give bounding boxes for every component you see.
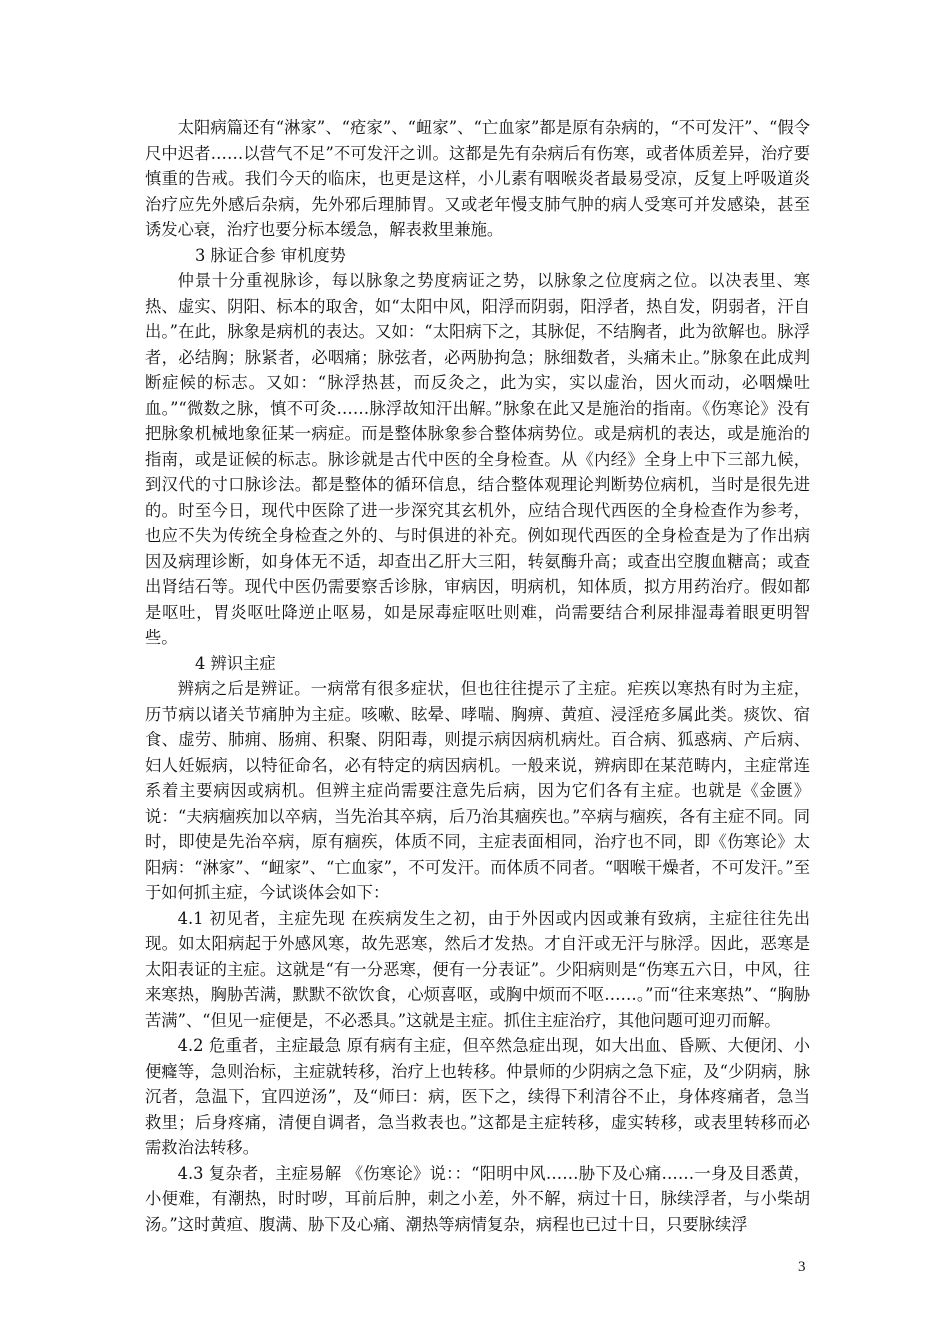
paragraph-4-1: 4.1 初见者，主症先现 在疾病发生之初，由于外因或内因或兼有致病，主症往往先出现。如太阳病起于外感风寒，故先恶寒，然后才发热。才自汗或无汗与脉浮。因此，恶寒是太阳表证的主症。这就是“有一分恶寒，便有一分表证”。少阳病则是“伤寒五六日，中风，往来寒热，胸胁苦满，默默不欲饮食，心烦喜呕，或胸中烦而不呕……。”而“往来寒热”、“胸胁苦满”、“但见一症便是，不必悉具。”这就是主症。抓住主症治疗，其他问题可迎刃而解。 [145,908,810,1030]
section-heading-4: 4 辨识主症 [195,653,276,673]
paragraph-4-2: 4.2 危重者，主症最急 原有病有主症，但卒然急症出现，如大出血、昏厥、大便闭、小便癃等，急则治标，主症就转移，治疗上也转移。仲景师的少阴病之急下症，及“少阴病，脉沉者，急温下，宜四逆汤”，及“师曰：病，医下之，续得下利清谷不止，身体疼痛者，急当救里；后身疼痛，清便自调者，急当救表也。”这都是主症转移，虚实转移，或表里转移而必需救治法转移。 [145,1036,810,1157]
paragraph-2: 仲景十分重视脉诊，每以脉象之势度病证之势，以脉象之位度病之位。以决表里、寒热、虚实、阴阳、标本的取舍，如“太阳中风，阳浮而阴弱，阳浮者，热自发，阴弱者，汗自出。”在此，脉象是病机的表达。又如：“太阳病下之，其脉促，不结胸者，此为欲解也。脉浮者，必结胸；脉紧者，必咽痛；脉弦者，必两胁拘急；脉细数者，头痛未止。”脉象在此成判断症候的标志。又如：“脉浮热甚，而反灸之，此为实，实以虚治，因火而动，必咽燥吐血。”“微数之脉，慎不可灸……脉浮故知汗出解。”脉象在此又是施治的指南。《伤寒论》没有把脉象机械地象征某一病症。而是整体脉象参合整体病势位。或是病机的表达，或是施治的指南，或是证候的标志。脉诊就是古代中医的全身检查。从《内经》全身上中下三部九候，到汉代的寸口脉诊法。都是整体的循环信息，结合整体观理论判断势位病机，当时是很先进的。时至今日，现代中医除了进一步深究其玄机外，应结合现代西医的全身检查作为参考，也应不失为传统全身检查之外的、与时俱进的补充。例如现代西医的全身检查是为了作出病因及病理诊断，如身体无不适，却查出乙肝大三阳，转氨酶升高；或查出空腹血糖高；或查出肾结石等。现代中医仍需要察舌诊脉，审病因，明病机，知体质，拟方用药治疗。假如都是呕吐，胃炎呕吐降逆止呕易，如是尿毒症呕吐则难，尚需要结合利尿排湿毒着眼更明智些。 [145,271,810,647]
section-heading-3: 3 脉证合参 审机度势 [195,245,346,265]
paragraph-4-3: 4.3 复杂者，主症易解 《伤寒论》说：：“阳明中风……胁下及心痛……一身及目悉黄，小便难，有潮热，时时哕，耳前后肿，刺之小差，外不解，病过十日，脉续浮者，与小柴胡汤。”这时黄疸、腹满、胁下及心痛、潮热等病情复杂，病程也已过十日，只要脉续浮 [145,1163,810,1234]
paragraph-3: 辨病之后是辨证。一病常有很多症状，但也往往提示了主症。疟疾以寒热有时为主症，历节病以诸关节痛肿为主症。咳嗽、眩晕、哮喘、胸痹、黄疸、浸淫疮多属此类。痰饮、宿食、虚劳、肺痈、肠痈、积聚、阴阳毒，则提示病因病机病灶。百合病、狐惑病、产后病、妇人妊娠病，以特征命名，必有特定的病因病机。一般来说，辨病即在某范畴内，主症常连系着主要病因或病机。但辨主症尚需要注意先后病，因为它们各有主症。也就是《金匮》说：“夫病痼疾加以卒病，当先治其卒病，后乃治其痼疾也。”卒病与痼疾，各有主症不同。同时，即使是先治卒病，原有痼疾，体质不同，主症表面相同，治疗也不同，即《伤寒论》太阳病：“淋家”、“衄家”、“亡血家”，不可发汗。而体质不同者。“咽喉干燥者，不可发汗。”至于如何抓主症，今试谈体会如下： [145,679,810,902]
paragraph-1: 太阳病篇还有“淋家”、“疮家”、“衄家”、“亡血家”都是原有杂病的，“不可发汗”、“假令尺中迟者……以营气不足”不可发汗之训。这都是先有杂病后有伤寒，或者体质差异，治疗要慎重的告戒。我们今天的临床，也更是这样，小儿素有咽喉炎者最易受凉，反复上呼吸道炎治疗应先外感后杂病，先外邪后理肺胃。又或老年慢支肺气肿的病人受寒可并发感染，甚至诱发心衰，治疗也要分标本缓急，解表救里兼施。 [145,118,810,239]
page-number: 3 [798,1259,806,1275]
body-text [145,115,810,1237]
